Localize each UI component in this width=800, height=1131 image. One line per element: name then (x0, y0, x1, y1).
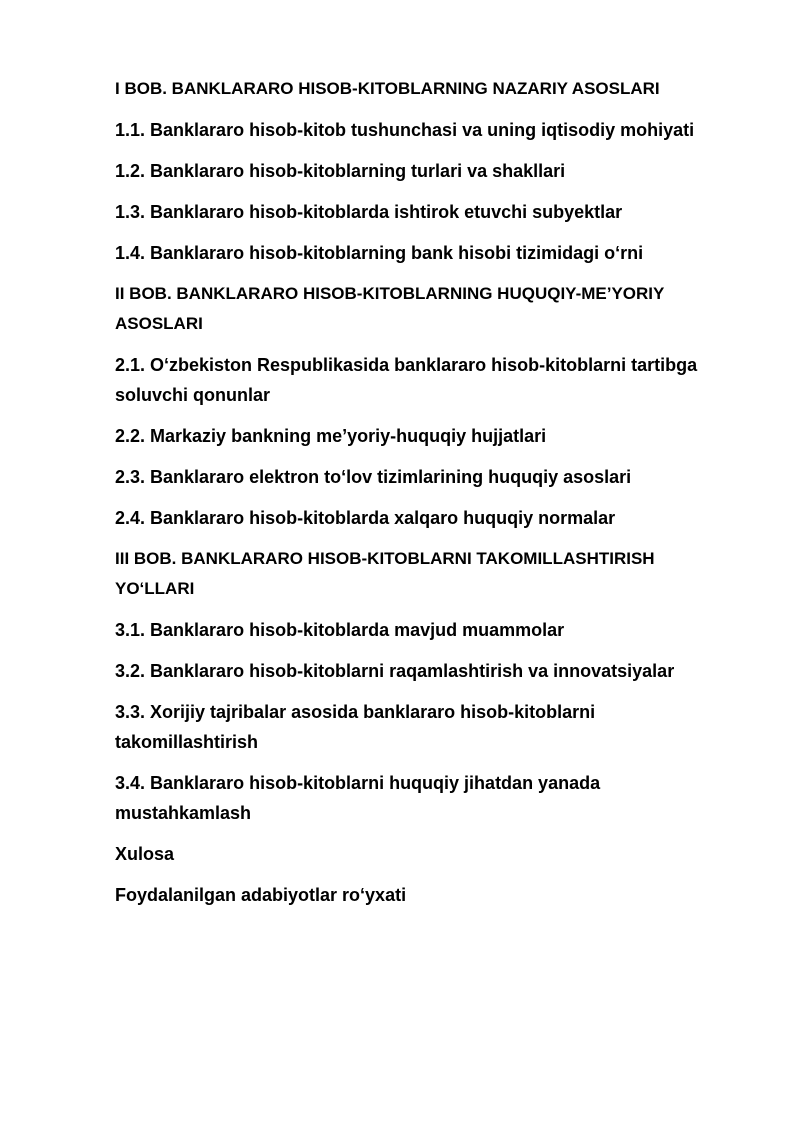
section-1-1: 1.1. Banklararo hisob-kitob tushunchasi va uning iqtisodiy mohiyati (115, 120, 695, 140)
section-2-3: 2.3. Banklararo elektron to‘lov tizimlarining huquqiy asoslari (115, 467, 632, 487)
table-of-contents (115, 74, 735, 921)
section-3-4: 3.4. Banklararo hisob-kitoblarni huquqiy jihatdan yanada mustahkamlash (115, 773, 601, 823)
chapter-3-heading: III BOB. BANKLARARO HISOB-KITOBLARNI TAKOMILLASHTIRISH YO‘LLARI (115, 549, 655, 598)
section-3-1: 3.1. Banklararo hisob-kitoblarda mavjud muammolar (115, 620, 565, 640)
section-2-4: 2.4. Banklararo hisob-kitoblarda xalqaro huquqiy normalar (115, 508, 616, 528)
bibliography-entry: Foydalanilgan adabiyotlar ro‘yxati (115, 885, 407, 905)
chapter-1-heading: I BOB. BANKLARARO HISOB-KITOBLARNING NAZARIY ASOSLARI (115, 79, 660, 98)
section-1-4: 1.4. Banklararo hisob-kitoblarning bank hisobi tizimidagi o‘rni (115, 243, 644, 263)
section-3-3: 3.3. Xorijiy tajribalar asosida banklararo hisob-kitoblarni takomillashtirish (115, 702, 596, 752)
section-1-3: 1.3. Banklararo hisob-kitoblarda ishtirok etuvchi subyektlar (115, 202, 623, 222)
section-2-1: 2.1. O‘zbekiston Respublikasida banklararo hisob-kitoblarni tartibga soluvchi qonunlar (115, 355, 698, 405)
chapter-2-heading: II BOB. BANKLARARO HISOB-KITOBLARNING HUQUQIY-ME’YORIY ASOSLARI (115, 284, 665, 333)
section-2-2: 2.2. Markaziy bankning me’yoriy-huquqiy hujjatlari (115, 426, 547, 446)
conclusion-entry: Xulosa (115, 844, 175, 864)
section-3-2: 3.2. Banklararo hisob-kitoblarni raqamlashtirish va innovatsiyalar (115, 661, 675, 681)
section-1-2: 1.2. Banklararo hisob-kitoblarning turlari va shakllari (115, 161, 566, 181)
